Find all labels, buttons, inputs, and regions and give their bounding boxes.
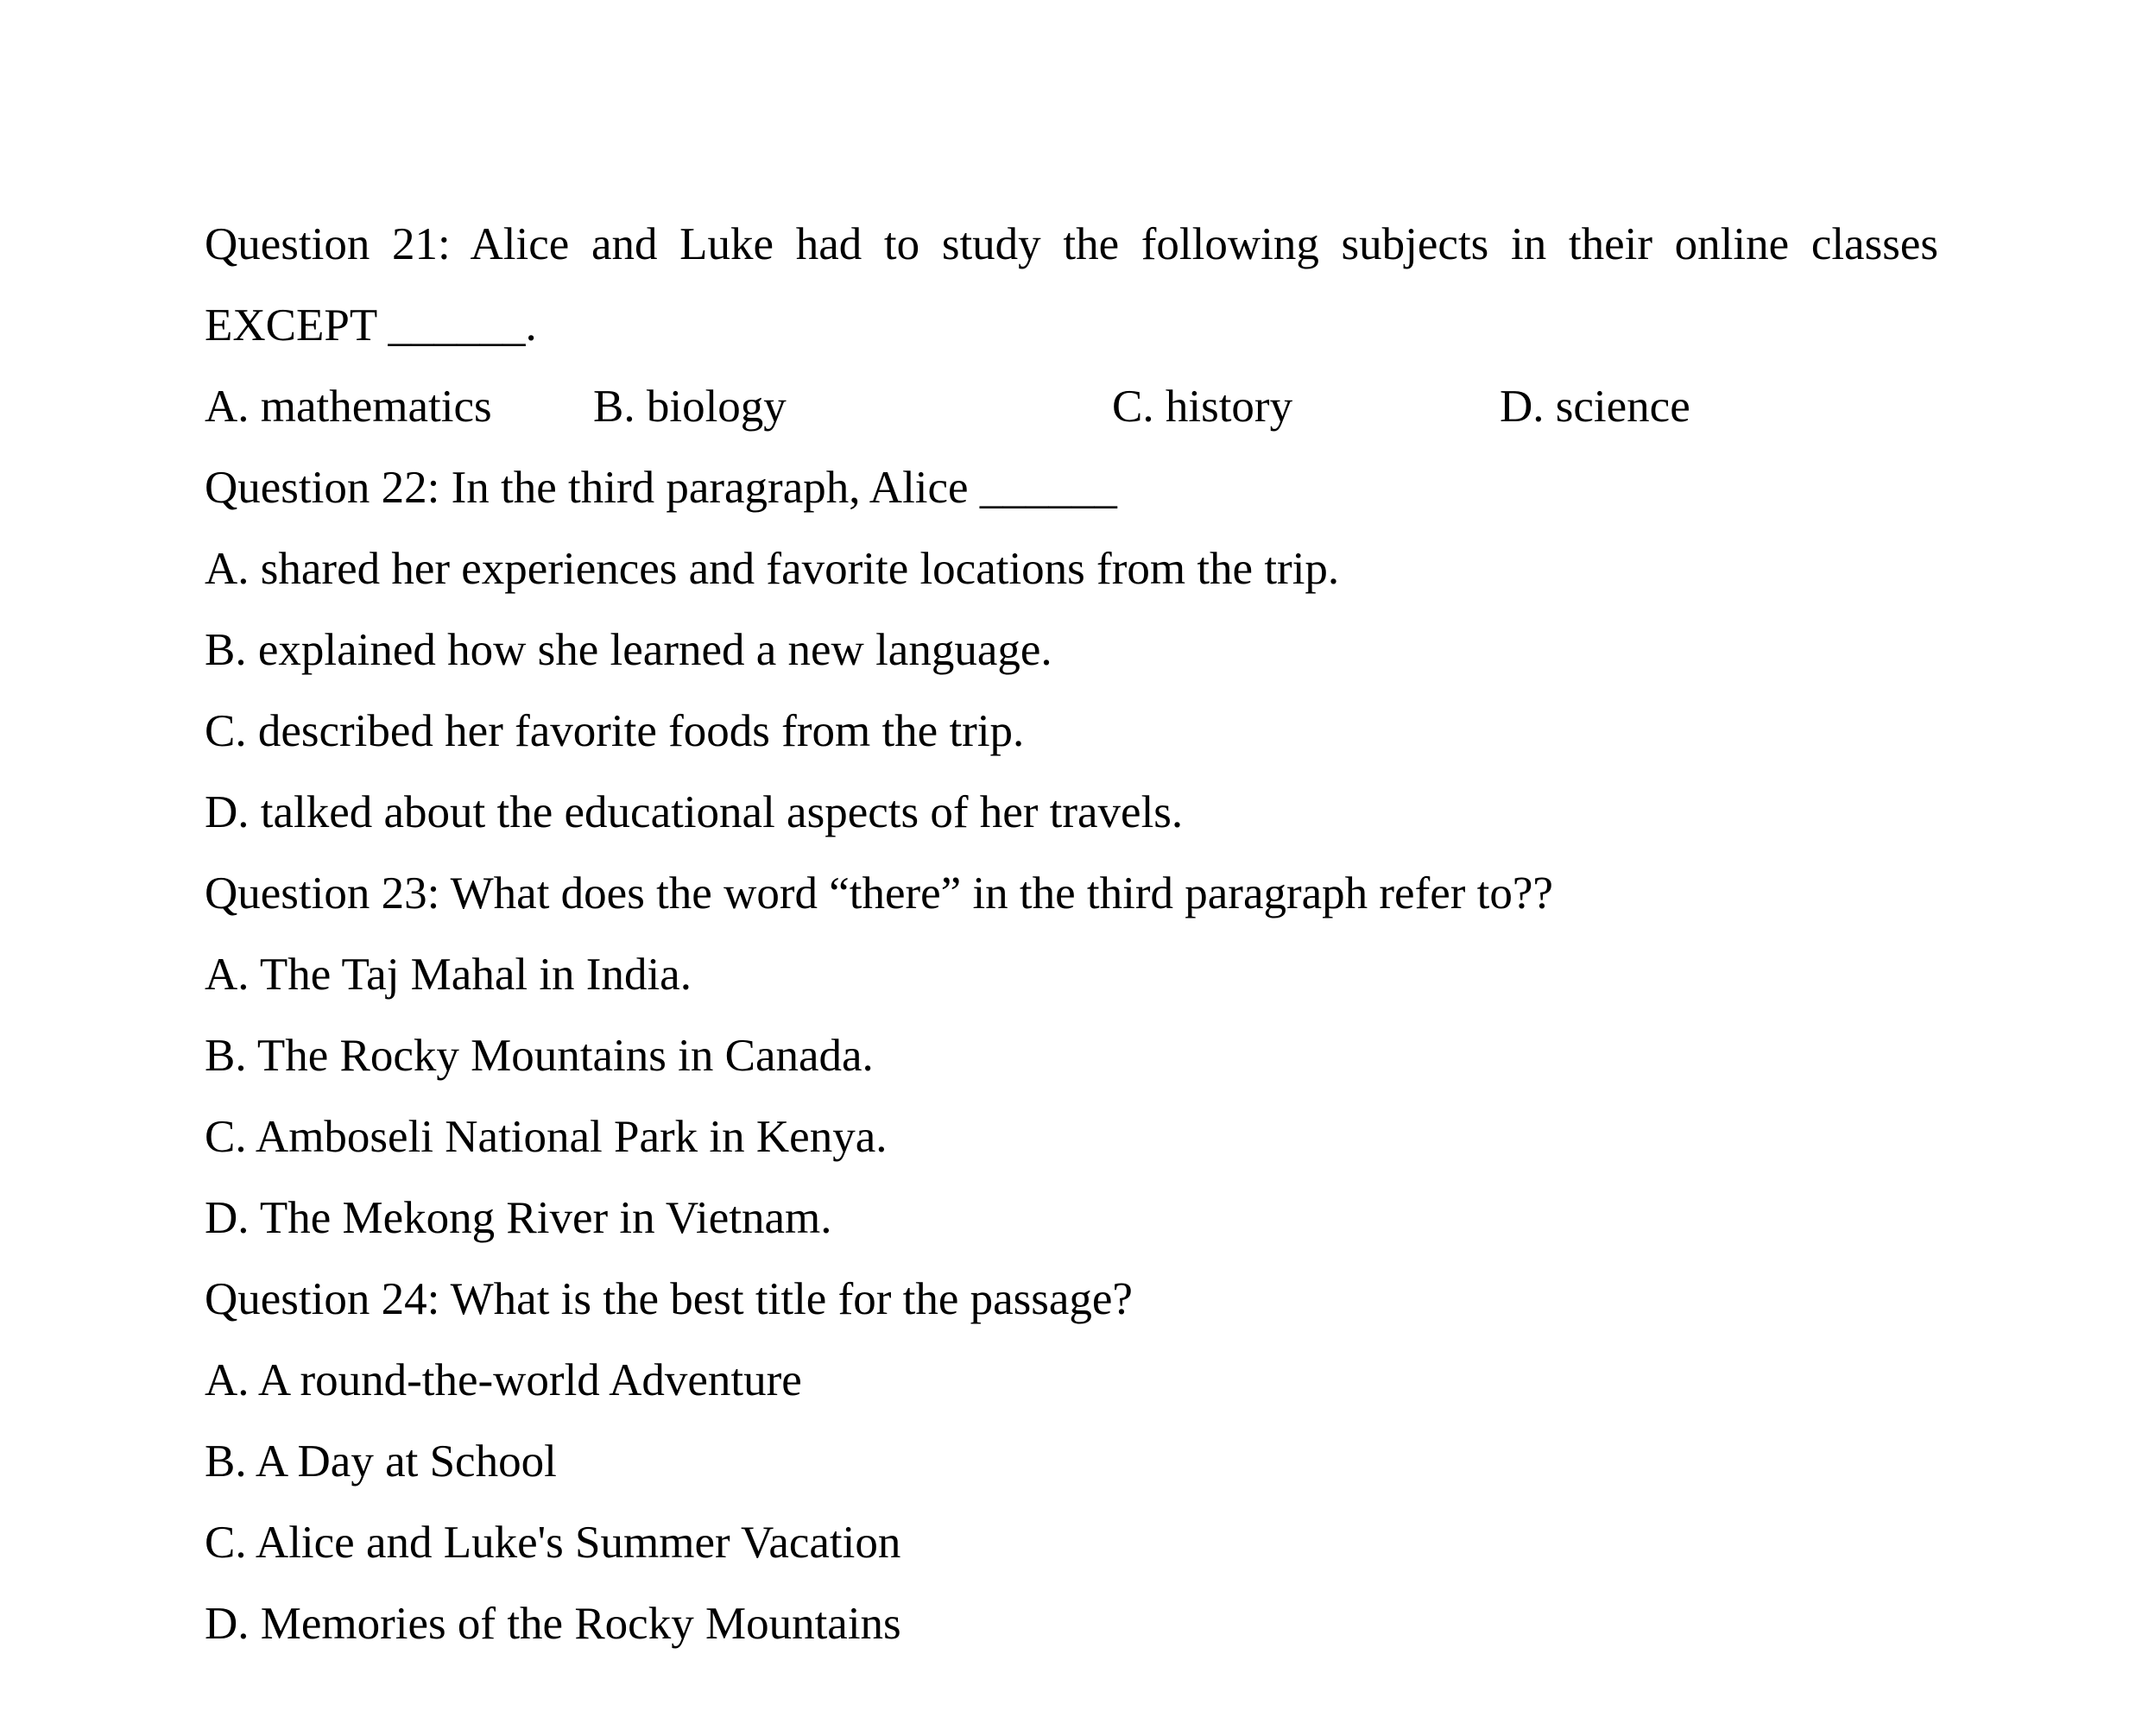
question-24-option-c: C. Alice and Luke's Summer Vacation [205,1518,901,1568]
question-24 [205,1259,1938,1664]
question-24-stem: Question 24: What is the best title for the passage? [205,1274,1133,1324]
question-21-option-c: C. history [1112,382,1293,432]
question-21-option-d: D. science [1500,382,1690,432]
question-21 [205,204,1938,447]
question-22-option-c: C. described her favorite foods from the trip. [205,706,1025,756]
question-24-option-a: A. A round-the-world Adventure [205,1355,802,1405]
question-23-option-a: A. The Taj Mahal in India. [205,950,692,1000]
question-21-option-b: B. biology [593,382,787,432]
question-23-option-b: B. The Rocky Mountains in Canada. [205,1031,874,1081]
question-22 [205,447,1938,853]
question-24-option-b: B. A Day at School [205,1436,557,1487]
question-21-option-a: A. mathematics [205,382,492,432]
question-list [205,204,1938,1664]
question-22-option-d: D. talked about the educational aspects of her travels. [205,787,1184,837]
question-23 [205,853,1938,1259]
question-22-option-a: A. shared her experiences and favorite locations from the trip. [205,544,1340,594]
question-23-option-d: D. The Mekong River in Vietnam. [205,1193,832,1243]
question-22-option-b: B. explained how she learned a new language. [205,625,1052,675]
question-23-stem: Question 23: What does the word “there” in the third paragraph refer to?? [205,868,1553,919]
question-21-stem-line-2: EXCEPT ______. [205,300,537,350]
question-21-options [205,366,1938,447]
question-23-option-c: C. Amboseli National Park in Kenya. [205,1112,888,1162]
question-24-option-d: D. Memories of the Rocky Mountains [205,1599,901,1649]
question-22-stem: Question 22: In the third paragraph, Alice ______ [205,463,1117,513]
question-21-stem-line-1: Question 21: Alice and Luke had to study the following subjects in their online classes [205,219,1938,269]
